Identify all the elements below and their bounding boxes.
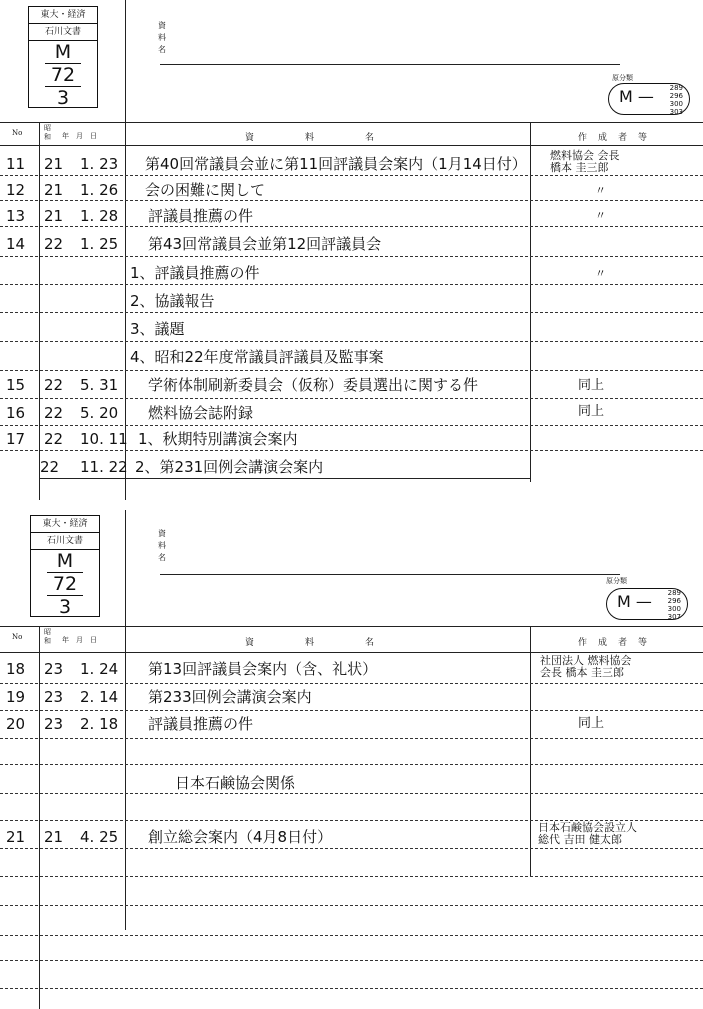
text-section1-rows-1-name: 会の困難に関して <box>145 181 266 199</box>
shiryo-label-2 <box>158 528 168 564</box>
header-date: 年 月 日 <box>62 132 97 140</box>
stamp-line2: 石川文書 <box>29 24 97 41</box>
text-section1-rows-3-name: 第43回常議員会並第12回評議員会 <box>148 235 382 253</box>
text-section1-rows-8-no: 15 <box>6 376 26 394</box>
text-section1-rows-11-md: 11. 22 <box>80 458 128 476</box>
archive-stamp-2 <box>30 515 100 617</box>
bunrui-label-2: 原分類 <box>606 577 627 585</box>
text-section1-rows-2-no: 13 <box>6 207 26 225</box>
text-section2-rows-0-name: 第13回評議員会案内（含、礼状） <box>148 660 378 678</box>
text-section1-rows-1-y: 21 <box>44 181 64 199</box>
text-section1-rows-9-md: 5. 20 <box>80 404 119 422</box>
text-section2-oval-range-0: 289 <box>667 589 681 597</box>
text-section1-rows-4-name: 1、評議員推薦の件 <box>130 264 260 282</box>
text-section1-rows-8-md: 5. 31 <box>80 376 119 394</box>
text-section2-stamp-code-2: 3 <box>58 596 72 618</box>
text-section1-oval-range-0: 289 <box>669 84 683 92</box>
text-section1-rows-10-y: 22 <box>44 430 64 448</box>
row-date: 1. 23 <box>80 155 119 173</box>
text-section1-rows-4-author: 〃 <box>595 267 606 280</box>
text-section2-oval-range-3: 307 <box>667 613 681 621</box>
text-section2-header-author: 作 成 者 等 <box>578 638 649 648</box>
text-section2-header-date: 年 月 日 <box>62 636 97 644</box>
text-section2-rows-5-no: 21 <box>6 828 26 846</box>
text-section2-rows-0-author: 社団法人 燃料協会 会長 橋本 圭三郎 <box>540 654 632 679</box>
row-name: 第40回常議員会並に第11回評議員会案内（1月14日付） <box>145 155 527 173</box>
text-section1-rows-8-name: 学術体制刷新委員会（仮称）委員選出に関する件 <box>148 376 479 394</box>
text-section2-oval-prefix: M — <box>617 592 652 611</box>
text-section2-rows-2-md: 2. 18 <box>80 715 119 733</box>
text-section2-rows-4-name: 日本石鹸協会関係 <box>175 774 296 792</box>
text-section2-header-no: No <box>12 633 23 641</box>
bunrui-label: 原分類 <box>612 74 633 82</box>
text-section2-stamp-code-1: 72 <box>47 573 83 596</box>
text-section2-rows-2-author: 同上 <box>578 716 605 731</box>
text-section1-oval-range-3: 303 <box>669 108 683 116</box>
text-section1-rows-9-author: 同上 <box>578 404 605 419</box>
text-section1-header-showa-1: 和 <box>44 133 51 141</box>
text-section1-rows-8-y: 22 <box>44 376 64 394</box>
text-section2-rows-1-name: 第233回例会講演会案内 <box>148 688 312 706</box>
text-section1-rows-2-name: 評議員推薦の件 <box>148 207 254 225</box>
text-section2-stamp-code-0: M <box>47 550 83 573</box>
text-section1-rows-2-author: 〃 <box>595 209 606 222</box>
header-author: 作 成 者 等 <box>578 133 649 143</box>
text-section2-shiryo_label-0: 資 <box>158 529 166 538</box>
text-section1-rows-8-author: 同上 <box>578 378 605 393</box>
text-section2-rows-1-no: 19 <box>6 688 26 706</box>
text-section1-rows-1-md: 1. 26 <box>80 181 119 199</box>
text-section1-rows-11-y: 22 <box>40 458 60 476</box>
text-section1-oval-range-1: 296 <box>669 92 683 100</box>
text-section1-rows-11-name: 2、第231回例会講演会案内 <box>135 458 324 476</box>
text-section2-rows-1-md: 2. 14 <box>80 688 119 706</box>
text-section2-header-showa-1: 和 <box>44 637 51 645</box>
text-section2-rows-2-no: 20 <box>6 715 26 733</box>
stamp-code-1: M <box>45 41 81 64</box>
shiryo-label <box>158 20 168 56</box>
text-section1-rows-9-name: 燃料協会誌附録 <box>148 404 254 422</box>
text-section2-oval-range-2: 300 <box>667 605 681 613</box>
text-section1-rows-9-y: 22 <box>44 404 64 422</box>
text-section1-rows-10-no: 17 <box>6 430 26 448</box>
text-section1-rows-1-author: 〃 <box>595 184 606 197</box>
text-section2-rows-0-no: 18 <box>6 660 26 678</box>
text-section1-shiryo_label-0: 資 <box>158 21 166 30</box>
text-section2-rows-5-md: 4. 25 <box>80 828 119 846</box>
text-section1-rows-10-name: 1、秋期特別講演会案内 <box>138 430 298 448</box>
stamp-code-3: 3 <box>56 87 70 109</box>
text-section1-rows-2-y: 21 <box>44 207 64 225</box>
text-section2-stamp-line1: 東大・経済 <box>31 516 99 533</box>
text-section2-rows-2-y: 23 <box>44 715 64 733</box>
text-section1-rows-10-md: 10. 11 <box>80 430 128 448</box>
text-section2-rows-2-name: 評議員推薦の件 <box>148 715 254 733</box>
text-section1-rows-5-name: 2、協議報告 <box>130 292 215 310</box>
stamp-code-2: 72 <box>45 64 81 87</box>
row-no: 11 <box>6 155 26 173</box>
text-section2-header-name: 資 料 名 <box>245 638 376 648</box>
classification-oval <box>608 83 690 115</box>
text-section2-rows-1-y: 23 <box>44 688 64 706</box>
row-year: 21 <box>44 155 64 173</box>
text-section1-rows-3-y: 22 <box>44 235 64 253</box>
text-section2-rows-0-y: 23 <box>44 660 64 678</box>
text-section1-rows-9-no: 16 <box>6 404 26 422</box>
text-section1-rows-1-no: 12 <box>6 181 26 199</box>
stamp-line1: 東大・経済 <box>29 7 97 24</box>
text-section1-rows-2-md: 1. 28 <box>80 207 119 225</box>
text-section1-rows-6-name: 3、議題 <box>130 320 185 338</box>
header-no: No <box>12 129 23 137</box>
text-section2-rows-5-name: 創立総会案内（4月8日付） <box>148 828 333 846</box>
text-section2-rows-0-md: 1. 24 <box>80 660 119 678</box>
text-section2-rows-5-y: 21 <box>44 828 64 846</box>
row-author: 燃料協会 会長 橋本 圭三郎 <box>550 149 620 174</box>
stamp-code <box>29 41 97 109</box>
text-section2-stamp-line2: 石川文書 <box>31 533 99 550</box>
text-section1-oval-range-2: 300 <box>669 100 683 108</box>
text-section2-shiryo_label-1: 料 <box>158 541 166 550</box>
classification-oval-2 <box>606 588 688 620</box>
text-section2-oval-range-1: 296 <box>667 597 681 605</box>
text-section1-oval-prefix: M — <box>619 87 654 106</box>
text-section2-rows-5-author: 日本石鹸協会設立人 総代 吉田 健太郎 <box>538 821 637 846</box>
text-section1-rows-3-md: 1. 25 <box>80 235 119 253</box>
text-section2-header-showa-0: 昭 <box>44 628 51 636</box>
text-section1-header-showa-0: 昭 <box>44 124 51 132</box>
text-section1-shiryo_label-1: 料 <box>158 33 166 42</box>
header-showa <box>44 124 51 142</box>
text-section2-shiryo_label-2: 名 <box>158 553 166 562</box>
text-section1-rows-7-name: 4、昭和22年度常議員評議員及監事案 <box>130 348 384 366</box>
archive-stamp <box>28 6 98 108</box>
text-section1-shiryo_label-2: 名 <box>158 45 166 54</box>
header-name: 資 料 名 <box>245 133 376 143</box>
text-section1-rows-3-no: 14 <box>6 235 26 253</box>
